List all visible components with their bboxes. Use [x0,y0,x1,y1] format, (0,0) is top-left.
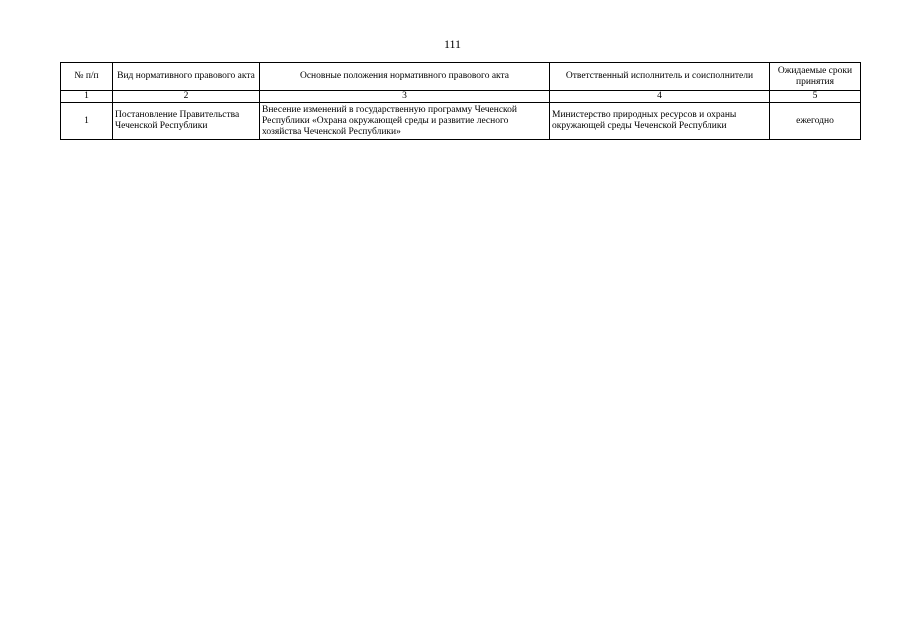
page-number: 111 [443,37,462,51]
header-provisions: Основные положения нормативного правового акта [260,63,550,91]
header-executor: Ответственный исполнитель и соисполнители [550,63,770,91]
column-number: 4 [550,91,770,103]
header-index: № п/п [61,63,113,91]
row-executor: Министерство природных ресурсов и охраны окружающей среды Чеченской Республики [550,103,770,140]
column-number: 1 [61,91,113,103]
row-deadline: ежегодно [770,103,861,140]
table-row [61,103,861,140]
column-number: 2 [113,91,260,103]
row-act-type: Постановление Правительства Чеченской Республики [113,103,260,140]
regulatory-acts-table [60,62,861,140]
column-number-row [61,91,861,103]
row-index: 1 [61,103,113,140]
row-provisions: Внесение изменений в государственную программу Чеченской Республики «Охрана окружающей среды и развитие лесного хозяйства Чеченской Республики» [260,103,550,140]
column-number: 5 [770,91,861,103]
header-act-type: Вид нормативного правового акта [113,63,260,91]
header-deadline: Ожидаемые сроки принятия [770,63,861,91]
table-header-row [61,63,861,91]
column-number: 3 [260,91,550,103]
